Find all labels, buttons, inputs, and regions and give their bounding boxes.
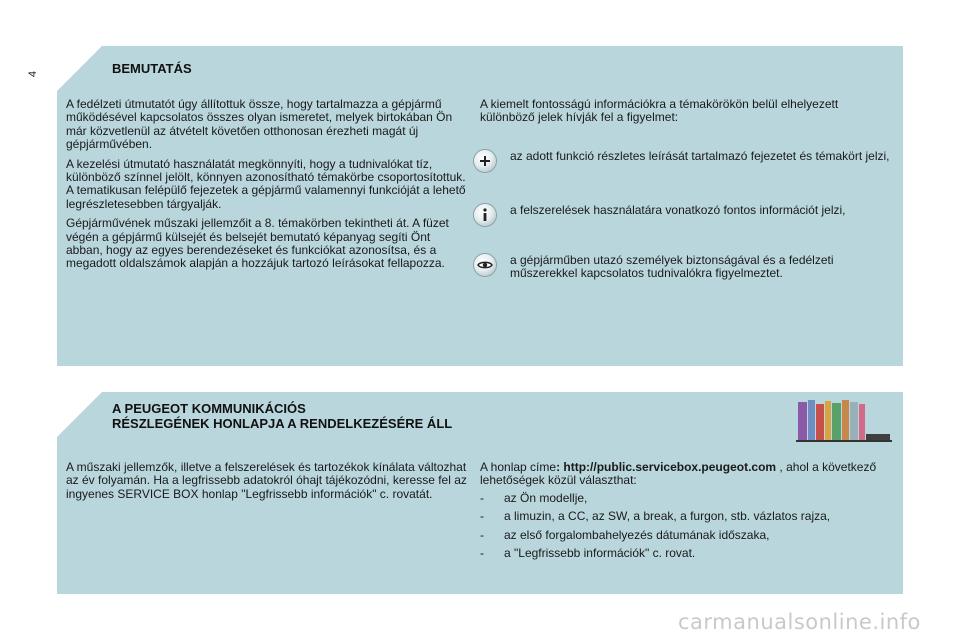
list-item: - az Ön modellje, [480, 492, 890, 505]
intro-paragraph: Gépjárművének műszaki jellemzőit a 8. témakörben tekintheti át. A füzet végén a gépjármű külsejét és belsejét bemutató képanyag segíti Önt abban, hogy az egyes berendezéseket és funkciókat azonosítsa, és a megadott oldalszámok alapján a hozzájuk tartozó leírásokat fellapozza. [66, 216, 449, 271]
list-item: - a limuzin, a CC, az SW, a break, a furgon, stb. vázlatos rajza, [480, 510, 890, 523]
address-suffix: , ahol a következő lehetőségek közül választhat: [480, 460, 877, 488]
website-heading-line2: RÉSZLEGÉNEK HONLAPJA A RENDELKEZÉSÉRE ÁLL [112, 416, 453, 431]
symbol-description: a gépjárműben utazó személyek biztonságával és a fedélzeti műszerekkel kapcsolatos tudnivalókra figyelmeztet. [510, 253, 834, 281]
website-heading-line1: A PEUGEOT KOMMUNIKÁCIÓS [112, 401, 306, 416]
symbol-description: az adott funkció részletes leírását tartalmazó fejezetet és témakört jelzi, [510, 149, 890, 163]
list-item: - az első forgalombahelyezés dátumának időszaka, [480, 529, 890, 542]
symbols-intro: A kiemelt fontosságú információkra a témakörökön belül elhelyezett különböző jelek hívják fel a figyelmet: [480, 97, 839, 125]
options-list [480, 492, 890, 561]
servicebox-link[interactable]: : http://public.servicebox.peugeot.com [556, 460, 777, 474]
info-icon [474, 204, 496, 226]
address-prefix: A honlap címe [480, 460, 557, 474]
website-right-column [480, 461, 890, 565]
eye-icon [474, 254, 496, 276]
symbol-description: a felszerelések használatára vonatkozó fontos információt jelzi, [510, 203, 846, 217]
intro-heading: BEMUTATÁS [112, 61, 192, 76]
website-address [480, 461, 890, 488]
website-heading [112, 401, 452, 431]
intro-left-column [66, 98, 468, 277]
page-number: 4 [27, 70, 40, 78]
watermark: carmanualsonline.info [678, 610, 921, 634]
list-item: - a "Legfrissebb információk" c. rovat. [480, 547, 890, 560]
intro-paragraph: A fedélzeti útmutatót úgy állítottuk össze, hogy tartalmazza a gépjármű működésével kapcsolatos összes olyan ismeretet, melyek birtokában Ön már közvetlenül az átvételt követően otthonosan érezheti magát új gépjárművében. [66, 97, 453, 152]
plus-icon [474, 150, 496, 172]
intro-paragraph: A kezelési útmutató használatát megkönnyíti, hogy a tudnivalókat tíz, különböző színnel jelölt, könnyen azonosítható témakörbe csoportosítottuk. A tematikusan felépülő fejezetek a gépjármű valamennyi funkcióját a lehető legrészletesebben tárgyalják. [66, 156, 466, 211]
website-left-text: A műszaki jellemzők, illetve a felszerelések és tartozékok kínálata változhat az év folyamán. Ha a legfrissebb adatokról óhajt tájékozódni, keresse fel az ingyenes SERVICE BOX honlap "Legfrissebb információk" c. rovatát. [66, 460, 467, 501]
books-illustration [796, 398, 892, 442]
